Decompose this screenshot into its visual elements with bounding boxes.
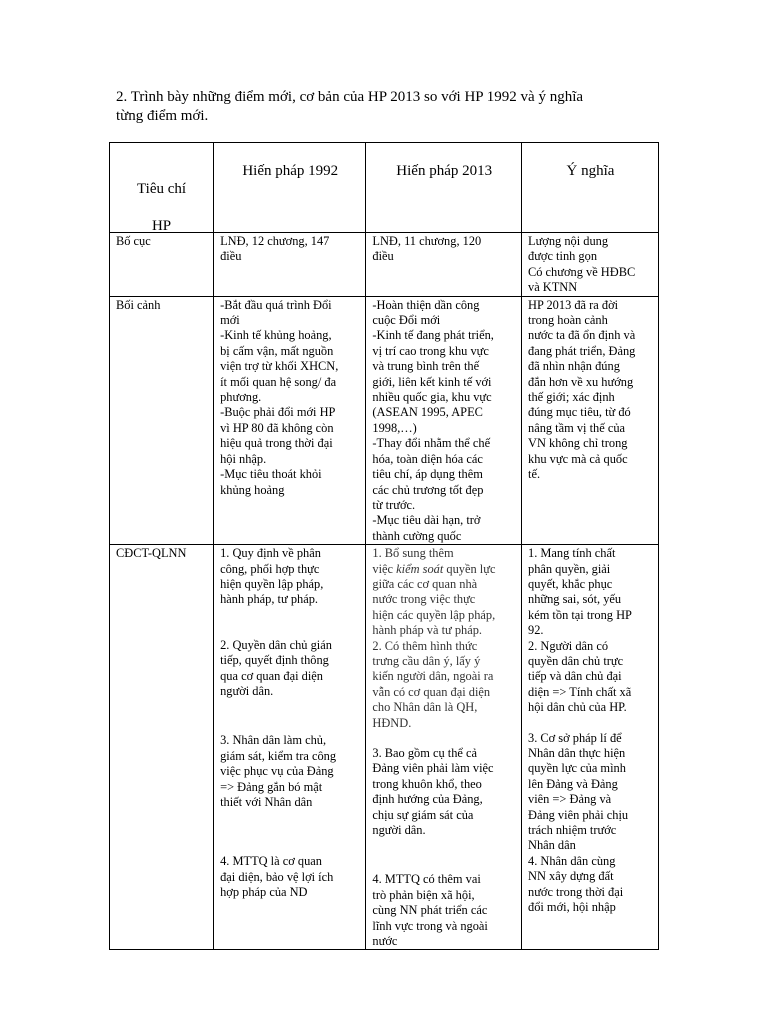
text-line: thiết với Nhân dân (220, 795, 313, 809)
text-line: Nhân dân (528, 838, 576, 853)
cell-hp2013 (366, 296, 522, 545)
text-line: cuộc Đổi mới (372, 313, 441, 328)
meaning-point-4 (528, 854, 653, 916)
text-line: lên Đảng và Đảng (528, 776, 618, 791)
text-line: định hướng của Đảng, (372, 792, 483, 807)
text-line: điều (220, 249, 242, 264)
text-line: hành pháp, tư pháp. (220, 592, 318, 607)
text-line: 1998,…) (372, 420, 417, 435)
table-header-row (110, 143, 659, 233)
text-line: trò phản biện xã hội, (372, 887, 475, 902)
text-line: HĐND. (372, 715, 412, 730)
cell-criteria: Bối cảnh (110, 296, 214, 545)
text-line: vì HP 80 đã không còn (220, 420, 334, 435)
text-line: những sai, sót, yếu (528, 592, 622, 607)
text-line: lĩnh vực trong và ngoài (372, 918, 488, 933)
question-heading (116, 88, 676, 126)
text-line: -Buộc phải đổi mới HP (220, 405, 336, 420)
text-line: viên => Đảng và (528, 792, 612, 807)
table-row-bo-cuc (110, 233, 659, 297)
hp2013-point-4 (372, 872, 516, 949)
text-line: thế giới; xác định (528, 390, 615, 405)
text-line: -Mục tiêu dài hạn, trở (372, 513, 481, 528)
table-row-cdct-qlnn (110, 545, 659, 950)
text-line: trách nhiệm trước (528, 823, 617, 838)
emphasis-text: kiểm soát (396, 561, 444, 576)
text-line: đã nhìn nhận đúng (528, 359, 620, 374)
hp2013-point-1-line1: 1. Bổ sung thêm (372, 546, 454, 561)
text-line: hóa, toàn diện hóa các (372, 451, 483, 466)
text-line: khu vực mà cả quốc (528, 451, 628, 466)
hp1992-point-1 (220, 546, 360, 608)
text-line: từ trước. (372, 497, 416, 512)
cell-meaning (522, 545, 659, 950)
text-line: ít mối quan hệ song/ đa (220, 374, 337, 389)
hp1992-point-3 (220, 733, 360, 810)
text-line: khủng hoảng (220, 482, 285, 497)
text-line: giới, liên kết kinh tế với (372, 374, 492, 389)
text-line: nước trong thời đại (528, 884, 624, 899)
text-line: -Hoàn thiện dần công (372, 297, 480, 312)
text-line: tiếp và dân chủ đại (528, 669, 622, 684)
text-line: chịu sự giám sát của (372, 807, 474, 822)
text-line: Nhân dân thực hiện (528, 746, 626, 760)
text-line: hiện các quyền lập pháp, (372, 607, 496, 622)
text-line: (ASEAN 1995, APEC (372, 405, 483, 420)
cell-meaning (522, 233, 659, 297)
text-line: nước (372, 934, 398, 949)
text-line: hiệu quả trong thời đại (220, 436, 333, 451)
meaning-point-1 (528, 546, 653, 638)
text-line: hội dân chủ của HP. (528, 700, 627, 715)
text-line: bị cấm vận, mất nguồn (220, 343, 334, 358)
text-line: Đảng viên phải chịu (528, 807, 629, 822)
text-line: -Bắt đầu quá trình Đổi (220, 297, 332, 312)
header-hp2013: Hiến pháp 2013 (366, 143, 522, 233)
text-line: nâng tầm vị thế của (528, 420, 626, 435)
text-line: -Kinh tế khủng hoảng, (220, 328, 332, 343)
meaning-point-3 (528, 731, 653, 854)
text-line: hợp pháp của ND (220, 885, 308, 900)
text-line: 4. Nhân dân cùng (528, 853, 616, 868)
text-line: viện trợ từ khối XHCN, (220, 359, 339, 374)
text-line: qua cơ quan đại diện (220, 668, 323, 683)
header-criteria-line1: Tiêu chí (137, 181, 187, 197)
text-line: 4. MTTQ là cơ quan (220, 854, 322, 869)
text-line: => Đảng gắn bó mật (220, 779, 323, 794)
text-line: được tinh gọn (528, 249, 598, 264)
text-line: Đảng viên phải làm việc (372, 761, 494, 776)
text-line: tiếp, quyết định thông (220, 653, 329, 668)
text-line: cho Nhân dân là QH, (372, 700, 478, 715)
text-line: giám sát, kiểm tra công (220, 748, 337, 763)
hp2013-point-3 (372, 746, 516, 838)
text-line: người dân. (372, 823, 426, 838)
text-line: hiện quyền lập pháp, (220, 576, 324, 591)
text-line: LNĐ, 11 chương, 120 (372, 234, 482, 248)
hp2013-point-1 (372, 546, 516, 638)
cell-hp1992 (214, 545, 366, 950)
cell-hp2013 (366, 233, 522, 297)
text-line: trưng cầu dân ý, lấy ý (372, 653, 481, 668)
text-line: mới (220, 313, 240, 328)
text-line: trong khuôn khổ, theo (372, 776, 482, 791)
text-line: tiêu chí, áp dụng thêm (372, 467, 483, 482)
text-line: VN không chỉ trong (528, 436, 628, 451)
text-line: các chủ trương tốt đẹp (372, 482, 484, 497)
hp2013-point-1-rest (372, 577, 516, 639)
text-line: HP 2013 đã ra đời (528, 297, 619, 312)
text-line: cùng NN phát triển các (372, 903, 488, 918)
cell-hp1992 (214, 233, 366, 297)
text-line: LNĐ, 12 chương, 147 (220, 234, 330, 248)
text-line: việc phục vụ của Đảng (220, 764, 334, 779)
text-line: 3. Bao gồm cụ thể cả (372, 746, 478, 760)
text-line: trong hoàn cảnh (528, 313, 608, 328)
text-line: và KTNN (528, 280, 578, 295)
table-row-boi-canh (110, 296, 659, 545)
text-line: đại diện, bảo vệ lợi ích (220, 869, 334, 884)
cell-hp2013 (366, 545, 522, 950)
text-line: quyền lực của mình (528, 761, 626, 776)
text-line: 2. Quyền dân chủ gián (220, 637, 332, 652)
cell-criteria: CĐCT-QLNN (110, 545, 214, 950)
text-line: đúng mục tiêu, từ đó (528, 405, 631, 420)
hp2013-point-2 (372, 639, 516, 731)
text-line: -Mục tiêu thoát khỏi (220, 467, 322, 482)
text-line: quyết, khắc phục (528, 576, 613, 591)
text: quyền lực (443, 561, 496, 576)
text-line: kiến người dân, ngoài ra (372, 669, 494, 684)
text-line: quyền dân chủ trực (528, 653, 624, 668)
text-line: 1. Quy định về phân (220, 546, 321, 561)
text-line: đổi mới, hội nhập (528, 900, 616, 915)
text-line: 3. Nhân dân làm chủ, (220, 733, 327, 748)
text-line: đắn hơn về xu hướng (528, 374, 634, 389)
text-line: vị trí cao trong khu vực (372, 343, 489, 358)
cell-meaning (522, 296, 659, 545)
text-line: -Thay đổi nhằm thể chế (372, 436, 491, 451)
meaning-point-2 (528, 639, 653, 716)
text-line: nhiều quốc gia, khu vực (372, 390, 492, 405)
hp1992-point-2 (220, 638, 360, 700)
text: việc (372, 561, 397, 576)
text-line: diện => Tính chất xã (528, 684, 632, 699)
text-line: phân quyền, giải (528, 561, 611, 576)
text-line: NN xây dựng đất (528, 869, 614, 884)
text-line: Có chương về HĐBC (528, 264, 636, 279)
text-line: công, phối hợp thực (220, 561, 320, 576)
text-line: 2. Có thêm hình thức (372, 638, 478, 653)
text-line: người dân. (220, 683, 274, 698)
cell-hp1992 (214, 296, 366, 545)
heading-line-1: 2. Trình bày những điểm mới, cơ bản của HP 2013 so với HP 1992 và ý nghĩa (116, 89, 584, 105)
text-line: nước ta đã ổn định và (528, 328, 636, 343)
text-line: 1. Mang tính chất (528, 546, 616, 561)
cell-criteria: Bố cục (110, 233, 214, 297)
text-line: 4. MTTQ có thêm vai (372, 872, 481, 887)
text-line: 3. Cơ sở pháp lí để (528, 730, 622, 745)
text-line: 2. Người dân có (528, 638, 609, 653)
text-line: và trung bình trên thế (372, 359, 480, 374)
text-line: tế. (528, 467, 541, 482)
text-line: kém tồn tại trong HP (528, 607, 632, 622)
text-line: thành cường quốc (372, 528, 462, 543)
text-line: 92. (528, 623, 544, 638)
heading-line-2: từng điểm mới. (116, 108, 209, 124)
header-criteria (110, 143, 214, 233)
text-line: điều (372, 249, 394, 264)
comparison-table (109, 142, 659, 950)
text-line: -Kinh tế đang phát triển, (372, 328, 494, 343)
text-line: Lượng nội dung (528, 234, 609, 248)
text-line: hội nhập. (220, 451, 267, 466)
header-hp1992: Hiến pháp 1992 (214, 143, 366, 233)
hp2013-point-1-line2 (372, 562, 516, 577)
text-line: đang phát triển, Đảng (528, 343, 636, 358)
text-line: vẫn có cơ quan đại diện (372, 684, 491, 699)
text-line: nước trong việc thực (372, 592, 476, 607)
text-line: hành pháp và tư pháp. (372, 623, 483, 638)
header-criteria-line2: HP (151, 218, 172, 233)
text-line: giữa các cơ quan nhà (372, 576, 478, 591)
text-line: phương. (220, 390, 262, 405)
header-meaning: Ý nghĩa (522, 143, 659, 233)
hp1992-point-4 (220, 854, 360, 900)
